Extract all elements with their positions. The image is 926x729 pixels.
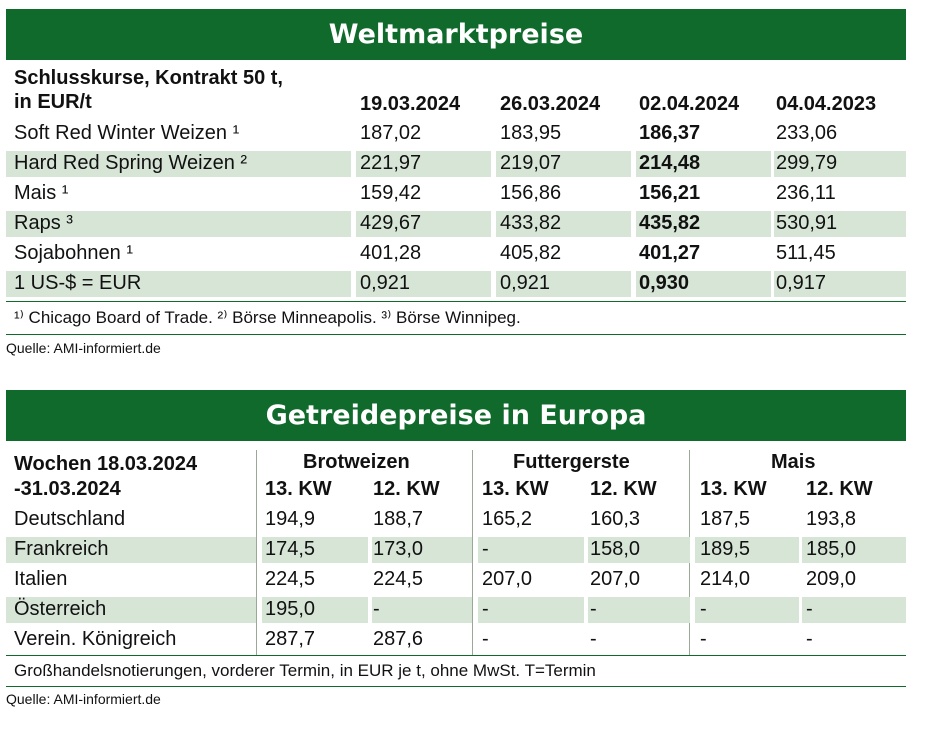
price-cell: - bbox=[482, 538, 489, 560]
subcolumn-header: 12. KW bbox=[373, 478, 440, 500]
price-cell: 174,5 bbox=[265, 538, 316, 560]
row-shading bbox=[478, 537, 584, 563]
section2-title bbox=[6, 390, 906, 441]
price-cell: 209,0 bbox=[806, 568, 857, 590]
section1-title-text: Weltmarktpreise bbox=[328, 19, 584, 50]
price-cell: 0,917 bbox=[776, 272, 827, 294]
price-cell: 511,45 bbox=[776, 242, 836, 264]
section2-source: Quelle: AMI-informiert.de bbox=[6, 691, 161, 707]
world-market-header bbox=[6, 64, 906, 120]
price-cell: 195,0 bbox=[265, 598, 316, 620]
price-cell: 183,95 bbox=[500, 122, 562, 144]
column-header: 19.03.2024 bbox=[360, 93, 461, 115]
group-header-mais: Mais bbox=[771, 451, 816, 473]
row-label: Österreich bbox=[14, 598, 107, 620]
price-cell: - bbox=[482, 598, 489, 620]
column-header: 04.04.2023 bbox=[776, 93, 877, 115]
price-cell: 435,82 bbox=[639, 212, 701, 234]
price-cell: 287,7 bbox=[265, 628, 316, 650]
price-cell: 214,0 bbox=[700, 568, 751, 590]
price-cell: 0,921 bbox=[500, 272, 551, 294]
row-shading bbox=[478, 597, 584, 623]
europe-table bbox=[6, 446, 906, 656]
row-label: Soft Red Winter Weizen ¹ bbox=[14, 122, 240, 144]
header-label-line2: in EUR/t bbox=[14, 91, 92, 113]
europe-header bbox=[6, 446, 906, 506]
price-cell: 158,0 bbox=[590, 538, 641, 560]
price-cell: 187,5 bbox=[700, 508, 751, 530]
row-label: Italien bbox=[14, 568, 68, 590]
table-row bbox=[6, 180, 906, 210]
price-cell: - bbox=[482, 628, 489, 650]
price-cell: 207,0 bbox=[482, 568, 533, 590]
price-cell: 173,0 bbox=[373, 538, 424, 560]
header-label-line2: -31.03.2024 bbox=[14, 478, 121, 500]
row-label: 1 US-$ = EUR bbox=[14, 272, 142, 294]
section1-title bbox=[6, 9, 906, 60]
price-cell: - bbox=[806, 598, 813, 620]
column-header: 02.04.2024 bbox=[639, 93, 740, 115]
world-market-table bbox=[6, 64, 906, 300]
price-cell: 214,48 bbox=[639, 152, 701, 174]
header-label-line1: Schlusskurse, Kontrakt 50 t, bbox=[14, 67, 283, 89]
price-cell: 0,930 bbox=[639, 272, 690, 294]
price-cell: 530,91 bbox=[776, 212, 838, 234]
price-cell: 401,27 bbox=[639, 242, 701, 264]
price-cell: 233,06 bbox=[776, 122, 838, 144]
price-cell: 429,67 bbox=[360, 212, 422, 234]
row-label: Deutschland bbox=[14, 508, 126, 530]
table-row bbox=[6, 596, 906, 626]
subcolumn-header: 13. KW bbox=[482, 478, 549, 500]
table-row bbox=[6, 270, 906, 300]
price-cell: 188,7 bbox=[373, 508, 424, 530]
section1-rule-bottom bbox=[6, 334, 906, 335]
subcolumn-header: 12. KW bbox=[590, 478, 657, 500]
table-row bbox=[6, 626, 906, 656]
price-cell: 401,28 bbox=[360, 242, 422, 264]
section1-source: Quelle: AMI-informiert.de bbox=[6, 340, 161, 356]
subcolumn-header: 13. KW bbox=[700, 478, 767, 500]
price-cell: 165,2 bbox=[482, 508, 533, 530]
subcolumn-header: 12. KW bbox=[806, 478, 873, 500]
price-cell: 224,5 bbox=[373, 568, 424, 590]
price-cell: 194,9 bbox=[265, 508, 316, 530]
table-row bbox=[6, 150, 906, 180]
price-cell: - bbox=[700, 628, 707, 650]
section2-rule-bottom bbox=[6, 686, 906, 687]
table-row bbox=[6, 210, 906, 240]
row-label: Sojabohnen ¹ bbox=[14, 242, 133, 264]
table-row bbox=[6, 240, 906, 270]
row-shading bbox=[802, 597, 906, 623]
section1-rule bbox=[6, 301, 906, 302]
price-cell: 405,82 bbox=[500, 242, 562, 264]
price-cell: - bbox=[590, 628, 597, 650]
group-header-brotweizen: Brotweizen bbox=[303, 451, 410, 473]
section2-rule bbox=[6, 655, 906, 656]
table-row bbox=[6, 536, 906, 566]
price-cell: 219,07 bbox=[500, 152, 562, 174]
price-cell: 185,0 bbox=[806, 538, 857, 560]
section2-title-text: Getreidepreise in Europa bbox=[265, 400, 647, 431]
price-cell: 236,11 bbox=[776, 182, 836, 204]
table-row bbox=[6, 120, 906, 150]
price-cell: - bbox=[590, 598, 597, 620]
row-label: Raps ³ bbox=[14, 212, 73, 234]
section2-footnote: Großhandelsnotierungen, vorderer Termin, in EUR je t, ohne MwSt. T=Termin bbox=[14, 661, 596, 680]
table-row bbox=[6, 506, 906, 536]
price-cell: - bbox=[700, 598, 707, 620]
subcolumn-header: 13. KW bbox=[265, 478, 332, 500]
price-cell: 156,21 bbox=[639, 182, 701, 204]
row-label: Verein. Königreich bbox=[14, 628, 177, 650]
price-cell: 0,921 bbox=[360, 272, 411, 294]
row-label: Hard Red Spring Weizen ² bbox=[14, 152, 248, 174]
row-shading bbox=[372, 597, 472, 623]
header-label-line1: Wochen 18.03.2024 bbox=[14, 453, 198, 475]
price-cell: 207,0 bbox=[590, 568, 641, 590]
column-header: 26.03.2024 bbox=[500, 93, 601, 115]
price-cell: 224,5 bbox=[265, 568, 316, 590]
row-shading bbox=[695, 597, 799, 623]
row-label: Frankreich bbox=[14, 538, 109, 560]
price-cell: 221,97 bbox=[360, 152, 422, 174]
section1-footnote: ¹⁾ Chicago Board of Trade. ²⁾ Börse Minneapolis. ³⁾ Börse Winnipeg. bbox=[14, 308, 521, 327]
price-cell: - bbox=[373, 598, 380, 620]
group-header-futtergerste: Futtergerste bbox=[513, 451, 630, 473]
price-cell: 189,5 bbox=[700, 538, 751, 560]
price-cell: 433,82 bbox=[500, 212, 562, 234]
price-cell: 287,6 bbox=[373, 628, 424, 650]
row-shading bbox=[588, 597, 690, 623]
price-cell: 160,3 bbox=[590, 508, 641, 530]
table-row bbox=[6, 566, 906, 596]
price-cell: 156,86 bbox=[500, 182, 562, 204]
price-cell: 159,42 bbox=[360, 182, 422, 204]
price-cell: 193,8 bbox=[806, 508, 857, 530]
row-label: Mais ¹ bbox=[14, 182, 69, 204]
price-cell: 299,79 bbox=[776, 152, 838, 174]
price-cell: - bbox=[806, 628, 813, 650]
price-cell: 187,02 bbox=[360, 122, 422, 144]
price-cell: 186,37 bbox=[639, 122, 701, 144]
